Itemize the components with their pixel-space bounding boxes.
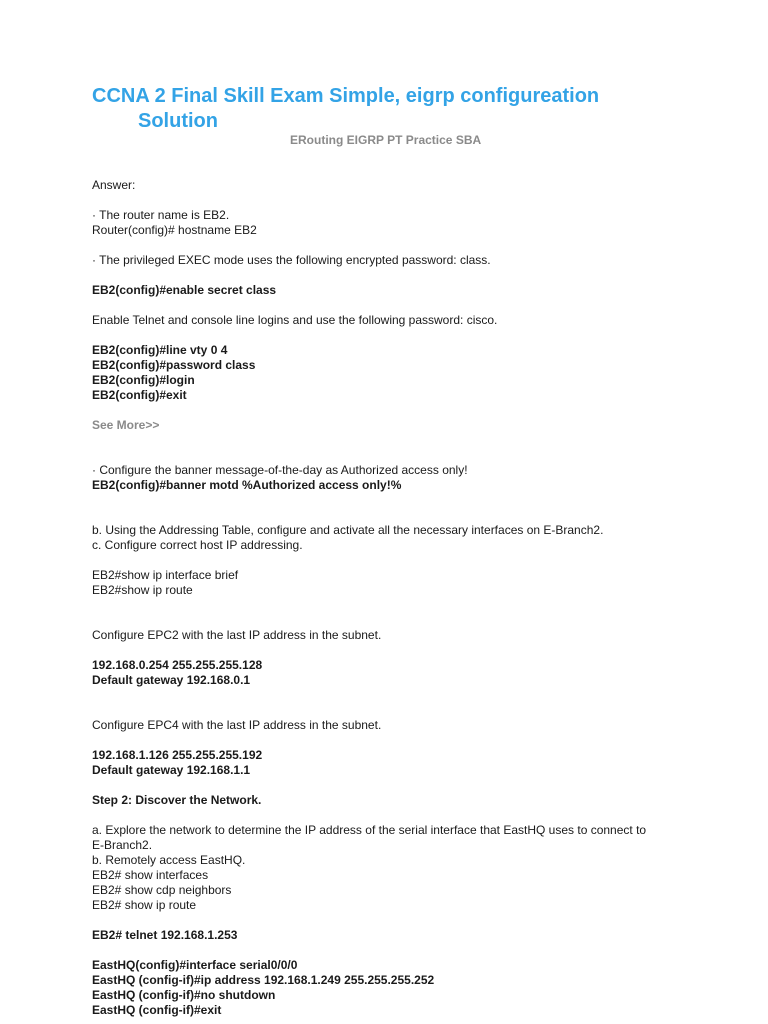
telnet-note: Enable Telnet and console line logins and use the following password: cisco. [92,313,498,327]
answer-label: Answer: [92,178,136,192]
step2-heading: Step 2: Discover the Network. [92,793,262,807]
show-ip-route-command: EB2#show ip route [92,583,193,597]
hostname-command: Router(config)# hostname EB2 [92,223,257,237]
step2-a-line-1: a. Explore the network to determine the IP address of the serial interface that EastHQ uses to connect to [92,823,647,837]
password-command: EB2(config)#password class [92,358,256,372]
page-subtitle: ERouting EIGRP PT Practice SBA [290,133,482,147]
step-b-note: b. Using the Addressing Table, configure and activate all the necessary interfaces on E-Branch2. [92,523,604,537]
easthq-ip-command: EastHQ (config-if)#ip address 192.168.1.249 255.255.255.252 [92,973,435,987]
show-ip-int-brief-command: EB2#show ip interface brief [92,568,239,582]
login-command: EB2(config)#login [92,373,195,387]
page-title [92,84,712,134]
epc2-gateway: Default gateway 192.168.0.1 [92,673,251,687]
document-body [92,178,732,1018]
exit-command: EB2(config)#exit [92,388,187,402]
step-c-note: c. Configure correct host IP addressing. [92,538,303,552]
show-interfaces-command: EB2# show interfaces [92,868,209,882]
epc4-note: Configure EPC4 with the last IP address in the subnet. [92,718,382,732]
epc4-gateway: Default gateway 192.168.1.1 [92,763,251,777]
line-vty-command: EB2(config)#line vty 0 4 [92,343,228,357]
easthq-no-shutdown-command: EastHQ (config-if)#no shutdown [92,988,276,1002]
easthq-interface-command: EastHQ(config)#interface serial0/0/0 [92,958,298,972]
show-cdp-command: EB2# show cdp neighbors [92,883,232,897]
epc2-ip: 192.168.0.254 255.255.255.128 [92,658,263,672]
hostname-note: · The router name is EB2. [92,208,230,222]
title-line-1: CCNA 2 Final Skill Exam Simple, eigrp configureation [92,85,600,107]
banner-command: EB2(config)#banner motd %Authorized access only!% [92,478,402,492]
show-ip-route-command-2: EB2# show ip route [92,898,197,912]
title-line-2: Solution [138,110,218,132]
step2-a-line-2: E-Branch2. [92,838,153,852]
step2-b-note: b. Remotely access EastHQ. [92,853,246,867]
easthq-exit-command: EastHQ (config-if)#exit [92,1003,222,1017]
epc2-note: Configure EPC2 with the last IP address in the subnet. [92,628,382,642]
enable-secret-command: EB2(config)#enable secret class [92,283,277,297]
see-more-link[interactable]: See More>> [92,418,160,432]
exec-password-note: · The privileged EXEC mode uses the following encrypted password: class. [92,253,491,267]
telnet-command: EB2# telnet 192.168.1.253 [92,928,238,942]
banner-note: · Configure the banner message-of-the-day as Authorized access only! [92,463,468,477]
epc4-ip: 192.168.1.126 255.255.255.192 [92,748,263,762]
